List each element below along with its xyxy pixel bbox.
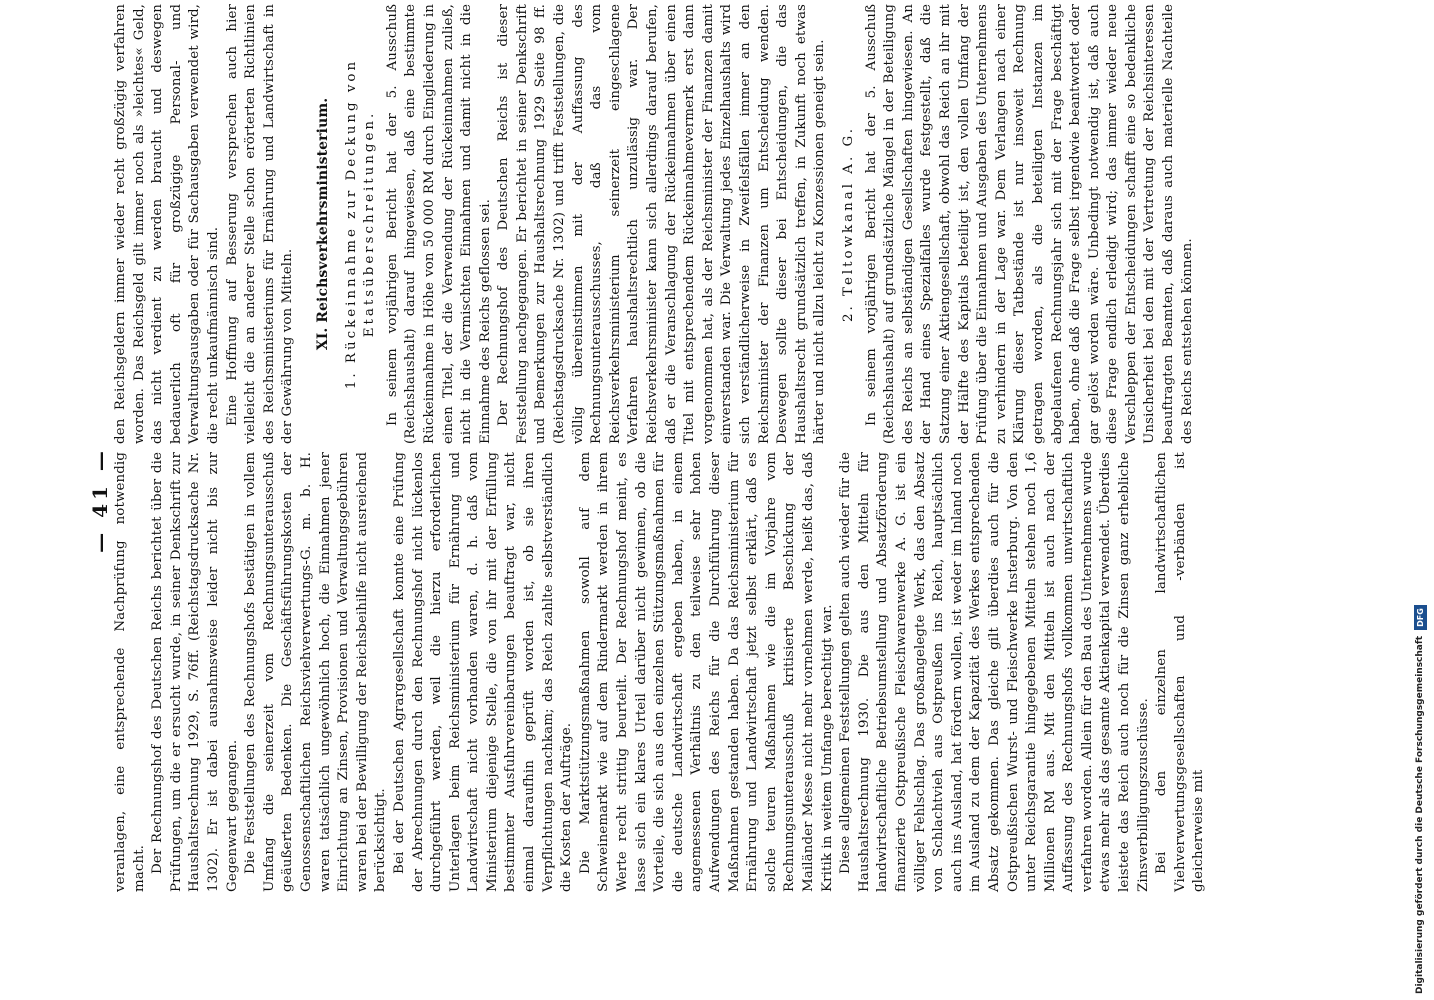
funding-sidebar (1408, 6, 1432, 994)
paragraph: Der Rechnungshof des Deutschen Reichs berichtet über die Prüfungen, um die er ersucht wurde, in seiner Denkschrift zur Haushaltsrechnung 1929, S. 76ff. (Reichstagsdrucksache Nr. 1302). Er ist dabei ausnahmsweise leider nicht bis zur Gegenwart gegangen. (150, 452, 240, 892)
paragraph: Bei der Deutschen Agrargesellschaft konnte eine Prüfung der Abrechnungen durch den Rechnungshof nicht lückenlos durchgeführt werden, weil die hierzu erforderlichen Unterlagen beim Reichsministerium für Ernährung und Landwirtschaft nicht vorhanden waren, d. h. daß vom Ministerium diejenige Stelle, die von ihr mit der Erfüllung bestimmter Ausfuhrvereinbarungen beauftragt war, nicht einmal daraufhin geprüft worden ist, ob sie ihren Verpflichtungen nachkam; das Reich zahlte selbstverständlich die Kosten der Aufträge. (391, 452, 575, 892)
paragraph: Diese allgemeinen Feststellungen gelten auch wieder für die Haushaltsrechnung 1930. Die aus den Mitteln für landwirtschaftliche Betriebsumstellung und Absatzförderung finanzierte Ostpreußische Fleischwarenwerke A. G. ist ein völliger Fehlschlag. Das großangelegte Werk, das den Absatz von Schlachtvieh aus Ostpreußen ins Reich, hauptsächlich auch ins Ausland, hat fördern wollen, ist weder im Inland noch im Ausland zu dem der Kapazität des Werkes entsprechenden Absatz gekommen. Das gleiche gilt überdies auch für die Ostpreußischen Wurst- und Fleischwerke Insterburg. Von den unter Reichsgarantie hingegebenen Mitteln stehen noch 1,6 Millionen RM aus. Mit den Mitteln ist auch nach der Auffassung des Rechnungshofs vollkommen unwirtschaftlich verfahren worden. Allein für den Bau des Unternehmens wurde etwas mehr als das gesamte Aktienkapital verwendet. Überdies leistete das Reich auch noch für die Zinsen ganz erhebliche Zinsverbilligungszuschüsse. (838, 452, 1151, 892)
paragraph: den Reichsgeldern immer wieder recht großzügig verfahren worden. Das Reichsgeld gilt immer noch als »leichtes« Geld, das nicht verdient zu werden braucht und deswegen bedauerlich oft für großzügige Personal- und Verwaltungsausgaben oder für Sachausgaben verwendet wird, die recht unkaufmännisch sind. (113, 4, 221, 444)
paragraph: Der Rechnungshof des Deutschen Reichs ist dieser Feststellung nachgegangen. Er berichtet in seiner Denkschrift und Bemerkungen zur Haushaltsrechnung 1929 Seite 98 ff. (Reichstagsdrucksache Nr. 1302) und trifft Feststellungen, die völlig übereinstimmen mit der Auffassung des Rechnungsunterausschusses, daß das vom Reichsverkehrsministerium seinerzeit eingeschlagene Verfahren haushaltsrechtlich unzulässig war. Der Reichsverkehrsminister kann sich allerdings darauf berufen, daß er die Veranschlagung der Rückeinnahmen über einen Titel mit entsprechendem Rückeinnahmevermerk erst dann vorgenommen hat, als der Reichsminister der Finanzen damit einverstanden war. Die Verwaltung jedes Einzelhaushalts wird sich verständlicherweise in Zweifelsfällen immer an den Reichsminister der Finanzen um Entscheidung wenden. Deswegen sollte dieser bei Entscheidungen, die das Haushaltsrecht grundsätzlich treffen, in Zukunft noch etwas härter und nicht allzu leicht zu Konzessionen geneigt sein. (496, 4, 828, 444)
left-column (112, 452, 1209, 892)
paragraph: Die Feststellungen des Rechnungshofs bestätigen in vollem Umfang die seinerzeit vom Rechnungsunterausschuß geäußerten Bedenken. Die Geschäftsführungskosten der Genossenschaftlichen Reichsviehverwertungs-G. m. b. H. waren tatsächlich ungewöhnlich hoch, die Einnahmen jener Einrichtung an Zinsen, Provisionen und Verwaltungsgebühren waren bei der Bewilligung der Reichsbeihilfe nicht ausreichend berücksichtigt. (243, 452, 389, 892)
subsection-heading: 1. Rückeinnahme zur Deckung von Etatsüberschreitungen. (343, 58, 378, 390)
subsection-heading: 2. Teltowkanal A. G. (840, 126, 856, 322)
section-heading: XI. Reichsverkehrsministerium. (314, 97, 331, 351)
paragraph: In seinem vorjährigen Bericht hat der 5. Ausschuß (Reichshaushalt) darauf hingewiesen, daß eine bestimmte Rückeinnahme in Höhe von 50 000 RM durch Eingliederung in einen Titel, der die Verwendung der Rückeinnahmen zuließ, nicht in die Vermischten Einnahmen und damit nicht in die Einnahme des Reichs geflossen sei. (384, 4, 493, 444)
paragraph: Die Marktstützungsmaßnahmen sowohl auf dem Schweinemarkt wie auf dem Rindermarkt werden in ihrem Werte recht strittig beurteilt. Der Rechnungshof meint, es lasse sich ein klares Urteil darüber nicht gewinnen, ob die Vorteile, die sich aus den einzelnen Stützungsmaßnahmen für die deutsche Landwirtschaft ergeben haben, in einem angemessenen Verhältnis zu den teilweise sehr hohen Aufwendungen des Reichs für die Durchführung dieser Maßnahmen gestanden haben. Da das Reichsministerium für Ernährung und Landwirtschaft jetzt selbst erklärt, daß es solche teuren Maßnahmen wie die im Vorjahre vom Rechnungsunterausschuß kritisierte Beschickung der Mailänder Messe nicht mehr vornehmen werde, heißt das, daß Kritik in weitem Umfange berechtigt war. (577, 452, 835, 892)
dfg-logo: DFG (1414, 605, 1427, 630)
paragraph: Bei den einzelnen landwirtschaftlichen Viehverwertungsgesellschaften und -verbänden ist gleicherweise mit (1154, 452, 1207, 892)
paragraph: Eine Hoffnung auf Besserung versprechen auch hier vielleicht die an anderer Stelle schon erörterten Richtlinien des Reichsministeriums für Ernährung und Landwirtschaft in der Gewährung von Mitteln. (224, 4, 296, 444)
paragraph: veranlagen, eine entsprechende Nachprüfung notwendig macht. (113, 452, 147, 892)
paragraph: In seinem vorjährigen Bericht hat der 5. Ausschuß (Reichshaushalt) auf grundsätzliche Mängel in der Beteiligung des Reichs an selbständigen Gesellschaften hingewiesen. An der Hand eines Spezialfalles wurde festgestellt, daß die Satzung einer Aktiengesellschaft, obwohl das Reich an ihr mit der Hälfte des Kapitals beteiligt ist, den vollen Umfang der Prüfung über die Einnahmen und Ausgaben des Unternehmens zu verhindern in der Lage war. Dem Verlangen nach einer Klärung dieser Tatbestände ist nur insoweit Rechnung getragen worden, als die beteiligten Instanzen im abgelaufenen Rechnungsjahr sich mit der Frage beschäftigt haben, ohne daß die Frage selbst irgendwie beantwortet oder gar gelöst worden wäre. Unbedingt notwendig ist, daß auch diese Frage endlich erledigt wird; das immer wieder neue Verschleppen der Entscheidungen schafft eine so bedenkliche Unsicherheit bei den mit der Vertretung der Reichsinteressen beauftragten Beamten, daß daraus auch materielle Nachteile des Reichs entstehen können. (863, 4, 1195, 444)
page-number: — 41 — (88, 447, 112, 553)
funding-note: Digitalisierung gefördert durch die Deutsche Forschungsgemeinschaft (1415, 635, 1425, 994)
right-column (112, 4, 1197, 444)
